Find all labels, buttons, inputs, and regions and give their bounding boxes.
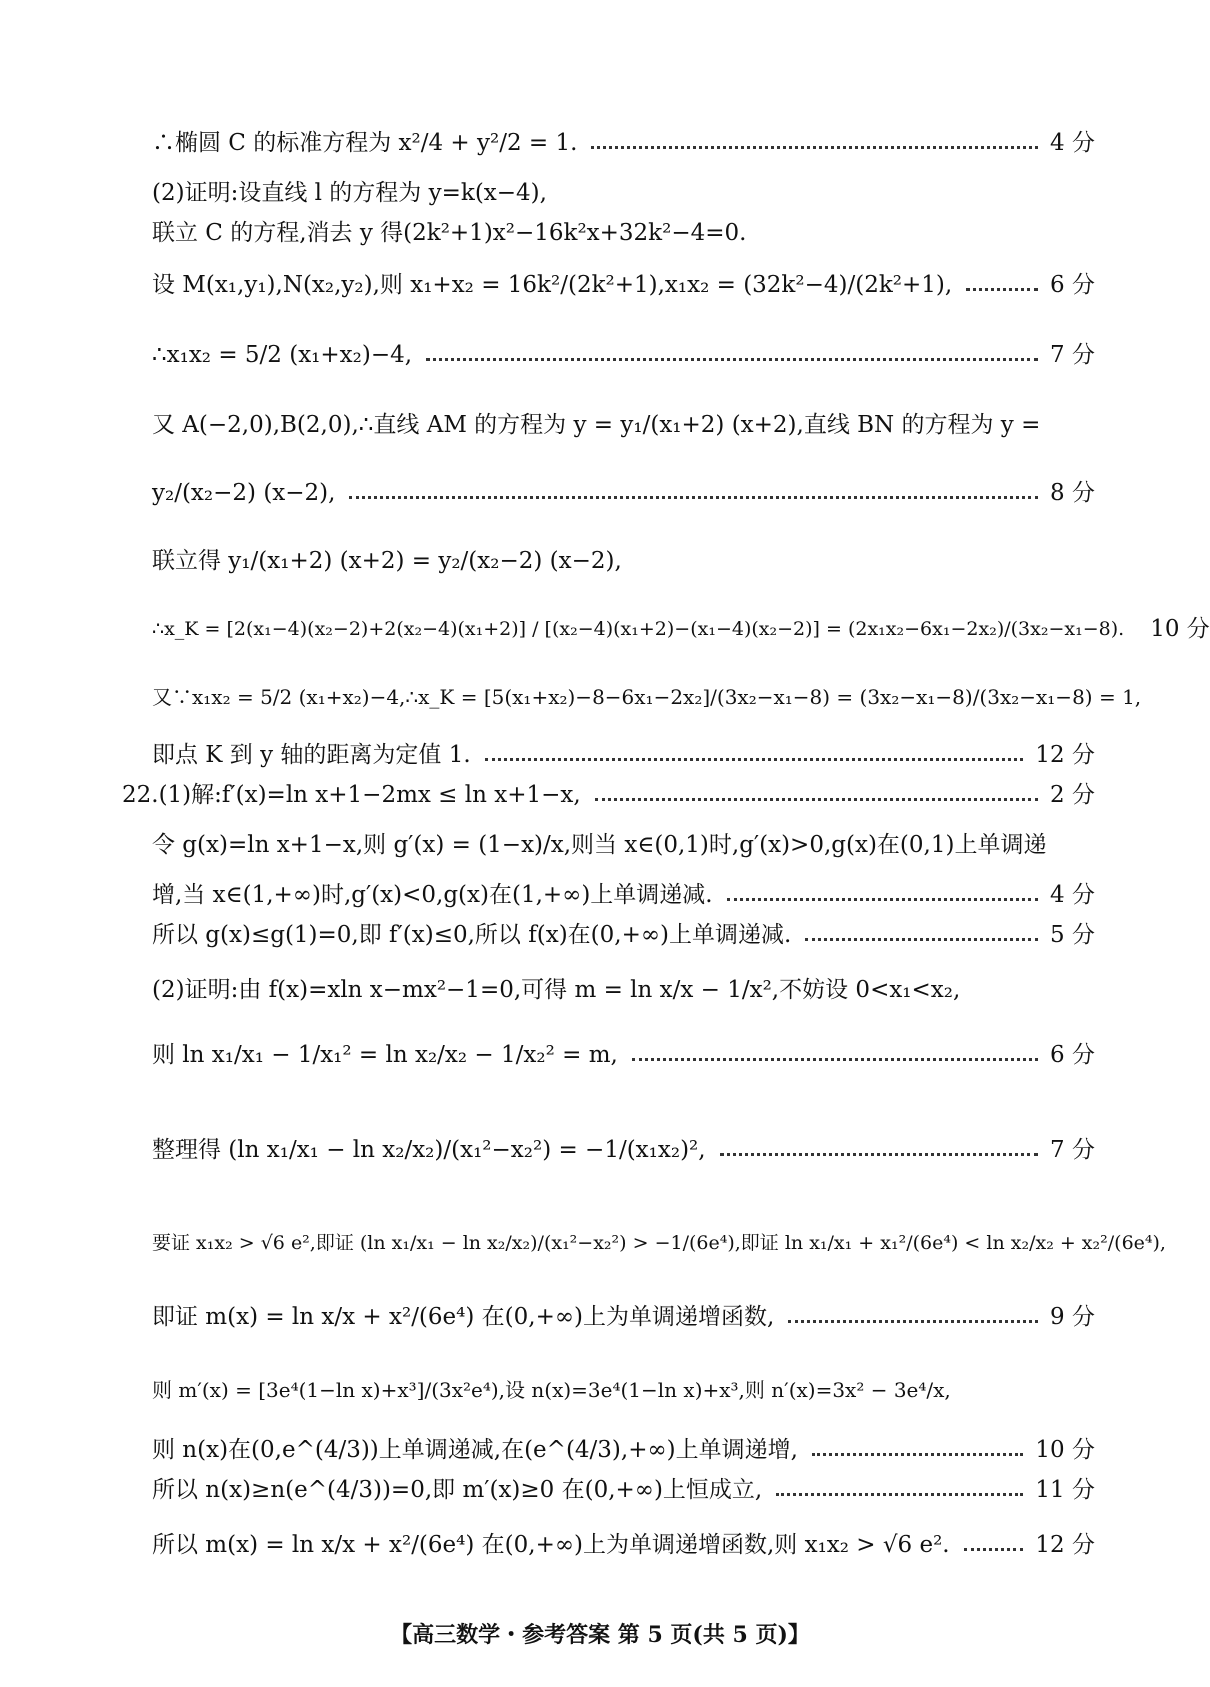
line-19: 要证 x₁x₂ > √6 e²,即证 (ln x₁/x₁ − ln x₂/x₂)/(x₁²−x₂²) > −1/(6e⁴),即证 ln x₁/x₁ + x₁²/(6e⁴) < ln x₂/x₂ + x₂²/(6e⁴), xyxy=(152,1232,1166,1254)
score: 11 分 xyxy=(1035,1477,1095,1503)
line-1: ∴椭圆 C 的标准方程为 x²/4 + y²/2 = 1. 4 分 xyxy=(152,130,1095,156)
line-11: 即点 K 到 y 轴的距离为定值 1. 12 分 xyxy=(152,742,1095,768)
line-7: y₂/(x₂−2) (x−2), 8 分 xyxy=(152,480,1095,506)
line-8: 联立得 y₁/(x₁+2) (x+2) = y₂/(x₂−2) (x−2), xyxy=(152,548,622,574)
line-22: 则 n(x)在(0,e^(4/3))上单调递减,在(e^(4/3),+∞)上单调递增, 10 分 xyxy=(152,1437,1095,1463)
line-16: (2)证明:由 f(x)=xln x−mx²−1=0,可得 m = ln x/x − 1/x²,不妨设 0<x₁<x₂, xyxy=(152,977,961,1003)
score: 4 分 xyxy=(1050,882,1095,908)
score: 9 分 xyxy=(1050,1304,1095,1330)
line-6: 又 A(−2,0),B(2,0),∴直线 AM 的方程为 y = y₁/(x₁+2) (x+2),直线 BN 的方程为 y = xyxy=(152,412,1041,438)
score: 2 分 xyxy=(1050,782,1095,808)
line-20: 即证 m(x) = ln x/x + x²/(6e⁴) 在(0,+∞)上为单调递增函数, 9 分 xyxy=(152,1304,1095,1330)
line-23: 所以 n(x)≥n(e^(4/3))=0,即 m′(x)≥0 在(0,+∞)上恒成立, 11 分 xyxy=(152,1477,1095,1503)
line-24: 所以 m(x) = ln x/x + x²/(6e⁴) 在(0,+∞)上为单调递增函数,则 x₁x₂ > √6 e². 12 分 xyxy=(152,1532,1095,1558)
score: 7 分 xyxy=(1050,342,1095,368)
score: 12 分 xyxy=(1035,1532,1095,1558)
line-17: 则 ln x₁/x₁ − 1/x₁² = ln x₂/x₂ − 1/x₂² = m, 6 分 xyxy=(152,1042,1095,1068)
line-4: 设 M(x₁,y₁),N(x₂,y₂),则 x₁+x₂ = 16k²/(2k²+1),x₁x₂ = (32k²−4)/(2k²+1), 6 分 xyxy=(152,272,1095,298)
score: 10 分 xyxy=(1150,616,1210,642)
page-footer: 【高三数学・参考答案 第 5 页(共 5 页)】 xyxy=(390,1622,810,1648)
line-18: 整理得 (ln x₁/x₁ − ln x₂/x₂)/(x₁²−x₂²) = −1/(x₁x₂)², 7 分 xyxy=(152,1137,1095,1163)
score: 5 分 xyxy=(1050,922,1095,948)
line-3: 联立 C 的方程,消去 y 得(2k²+1)x²−16k²x+32k²−4=0. xyxy=(152,220,747,246)
line-10: 又∵x₁x₂ = 5/2 (x₁+x₂)−4,∴x_K = [5(x₁+x₂)−8−6x₁−2x₂]/(3x₂−x₁−8) = (3x₂−x₁−8)/(3x₂−x₁−8) = 1, xyxy=(152,685,1142,709)
score: 12 分 xyxy=(1035,742,1095,768)
score: 10 分 xyxy=(1035,1437,1095,1463)
line-14: 增,当 x∈(1,+∞)时,g′(x)<0,g(x)在(1,+∞)上单调递减. 4 分 xyxy=(152,882,1095,908)
score: 6 分 xyxy=(1050,272,1095,298)
line-2: (2)证明:设直线 l 的方程为 y=k(x−4), xyxy=(152,180,547,206)
score: 7 分 xyxy=(1050,1137,1095,1163)
line-12: 22.(1)解:f′(x)=ln x+1−2mx ≤ ln x+1−x, 2 分 xyxy=(122,782,1095,808)
score: 4 分 xyxy=(1050,130,1095,156)
line-15: 所以 g(x)≤g(1)=0,即 f′(x)≤0,所以 f(x)在(0,+∞)上单调递减. 5 分 xyxy=(152,922,1095,948)
line-9: ∴x_K = [2(x₁−4)(x₂−2)+2(x₂−4)(x₁+2)] / [(x₂−4)(x₁+2)−(x₁−4)(x₂−2)] = (2x₁x₂−6x₁−2x₂)/(3x₂−x₁−8). 10 分 xyxy=(152,616,1210,642)
line-21: 则 m′(x) = [3e⁴(1−ln x)+x³]/(3x²e⁴),设 n(x)=3e⁴(1−ln x)+x³,则 n′(x)=3x² − 3e⁴/x, xyxy=(152,1378,951,1402)
line-5: ∴x₁x₂ = 5/2 (x₁+x₂)−4, 7 分 xyxy=(152,342,1095,368)
score: 8 分 xyxy=(1050,480,1095,506)
score: 6 分 xyxy=(1050,1042,1095,1068)
line-13: 令 g(x)=ln x+1−x,则 g′(x) = (1−x)/x,则当 x∈(0,1)时,g′(x)>0,g(x)在(0,1)上单调递 xyxy=(152,832,1047,858)
